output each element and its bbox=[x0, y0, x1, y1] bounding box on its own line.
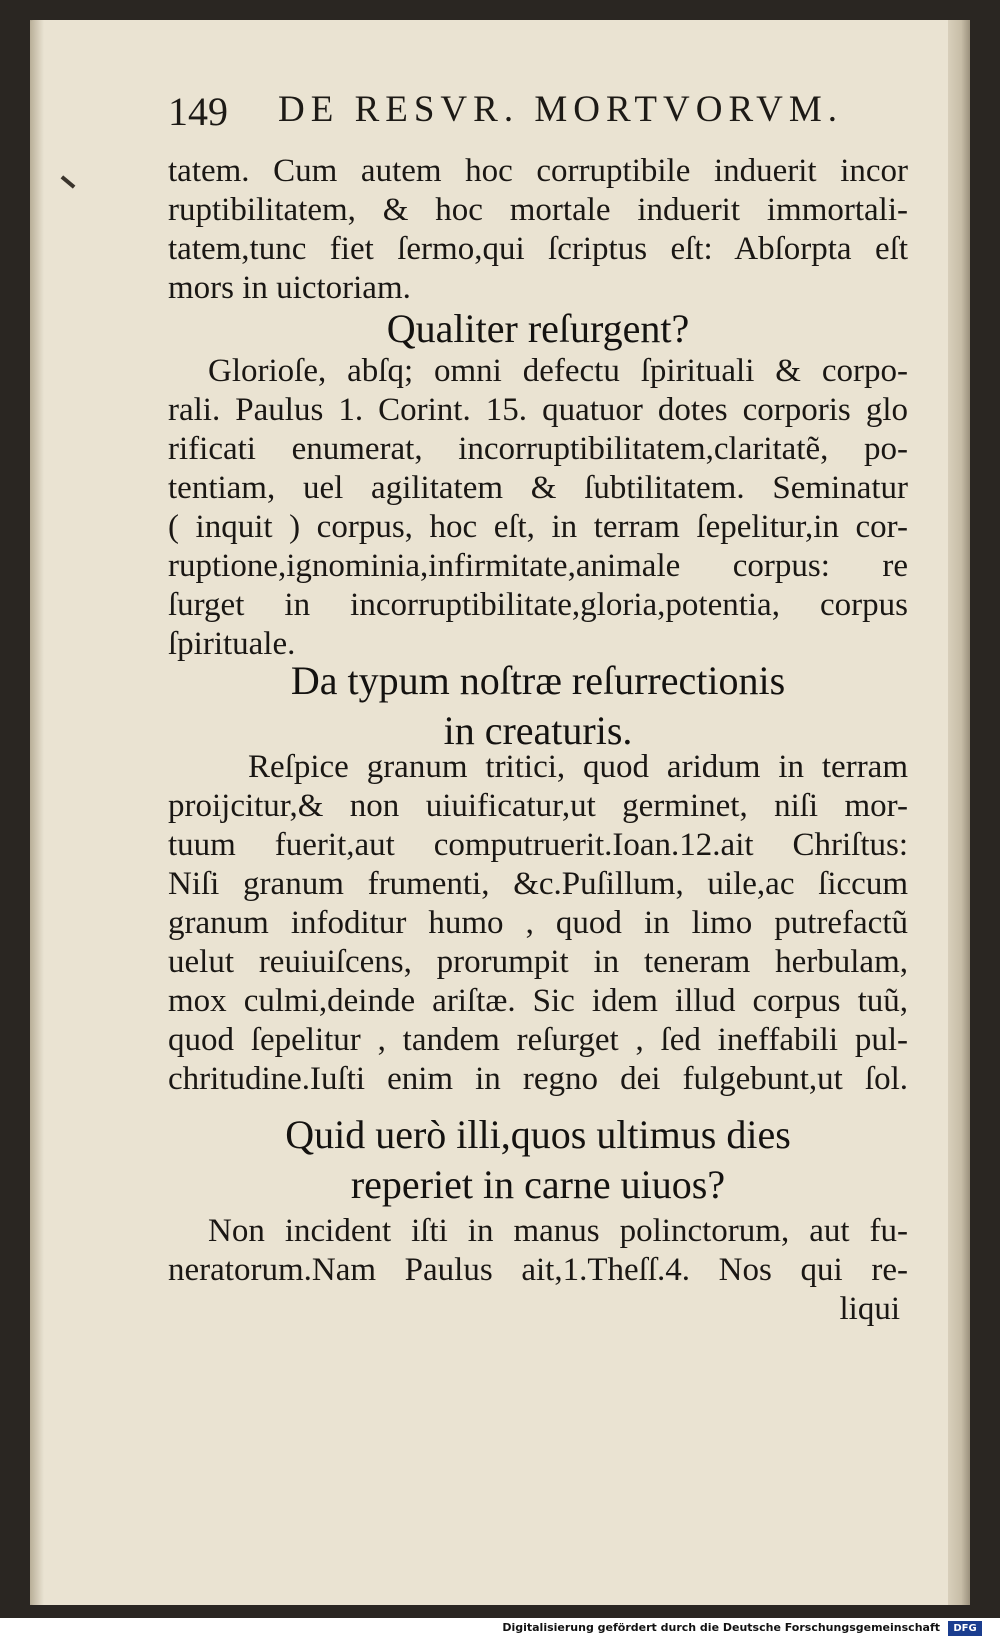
text-line: tatem. Cum autem hoc corruptibile induerit incor bbox=[168, 153, 908, 189]
section-heading: Quid uerò illi,quos ultimus dies bbox=[285, 1112, 791, 1157]
funding-credit: Digitalisierung gefördert durch die Deutsche Forschungsgemeinschaft bbox=[502, 1621, 940, 1634]
section-heading: Qualiter reſurgent? bbox=[386, 306, 690, 351]
paragraph-1 bbox=[168, 152, 908, 308]
text-line: quod ſepelitur , tandem reſurget , ſed ineffabili pul- bbox=[168, 1022, 908, 1058]
paragraph-2 bbox=[168, 352, 908, 664]
dfg-logo: DFG bbox=[948, 1621, 982, 1636]
text-line: tentiam, uel agilitatem & ſubtilitatem. Seminatur bbox=[168, 470, 908, 506]
text-line: rali. Paulus 1. Corint. 15. quatuor dotes corporis glo bbox=[168, 392, 908, 428]
section-heading: in creaturis. bbox=[443, 708, 633, 753]
gutter-shadow bbox=[30, 20, 44, 1605]
text-line: Glorioſe, abſq; omni defectu ſpirituali & corpo- bbox=[208, 353, 908, 389]
catchword bbox=[168, 1290, 908, 1329]
text-line: rificati enumerat, incorruptibilitatem,claritatẽ, po- bbox=[168, 431, 908, 467]
paragraph-4 bbox=[168, 1212, 908, 1290]
text-line: Niſi granum frumenti, &c.Puſillum, uile,ac ſiccum bbox=[168, 866, 908, 902]
page-edge bbox=[948, 20, 970, 1605]
page-header bbox=[168, 88, 908, 148]
text-line: proijcitur,& non uiuificatur,ut germinet, niſi mor- bbox=[168, 788, 908, 824]
text-line: granum infoditur humo , quod in limo putrefactũ bbox=[168, 905, 908, 941]
section-heading: Da typum noſtræ reſurrectionis bbox=[290, 658, 786, 703]
heading-typum bbox=[168, 656, 908, 756]
folio-number: 149 bbox=[168, 89, 228, 134]
section-heading: reperiet in carne uiuos? bbox=[350, 1162, 726, 1207]
paragraph-3 bbox=[168, 748, 908, 1099]
text-line: ſpirituale. bbox=[168, 626, 296, 662]
text-line: tatem,tunc fiet ſermo,qui ſcriptus eſt: Abſorpta eſt bbox=[168, 231, 908, 267]
text-line: ( inquit ) corpus, hoc eſt, in terram ſepelitur,in cor- bbox=[168, 509, 908, 545]
catchword-text: liqui bbox=[839, 1291, 900, 1327]
running-head: DE RESVR. MORTVORVM. bbox=[278, 89, 844, 130]
text-line: Non incident iſti in manus polinctorum, aut fu- bbox=[208, 1213, 908, 1249]
text-line: chritudine.Iuſti enim in regno dei fulgebunt,ut ſol. bbox=[168, 1061, 908, 1097]
footer-bar bbox=[0, 1618, 1000, 1640]
text-line: ruptibilitatem, & hoc mortale induerit immortali- bbox=[168, 192, 908, 228]
text-line: mox culmi,deinde ariſtæ. Sic idem illud corpus tuũ, bbox=[168, 983, 908, 1019]
heading-qualiter bbox=[168, 304, 908, 354]
text-line: ſurget in incorruptibilitate,gloria,potentia, corpus bbox=[168, 587, 908, 623]
text-line: uelut reuiuiſcens, prorumpit in teneram herbulam, bbox=[168, 944, 908, 980]
text-line: Reſpice granum tritici, quod aridum in terram bbox=[248, 749, 908, 785]
text-line: mors in uictoriam. bbox=[168, 270, 411, 306]
text-line: tuum fuerit,aut computruerit.Ioan.12.ait Chriſtus: bbox=[168, 827, 908, 863]
text-line: ruptione,ignominia,infirmitate,animale corpus: re bbox=[168, 548, 908, 584]
heading-quid-uero bbox=[168, 1110, 908, 1210]
text-line: neratorum.Nam Paulus ait,1.Theſſ.4. Nos qui re- bbox=[168, 1252, 908, 1288]
